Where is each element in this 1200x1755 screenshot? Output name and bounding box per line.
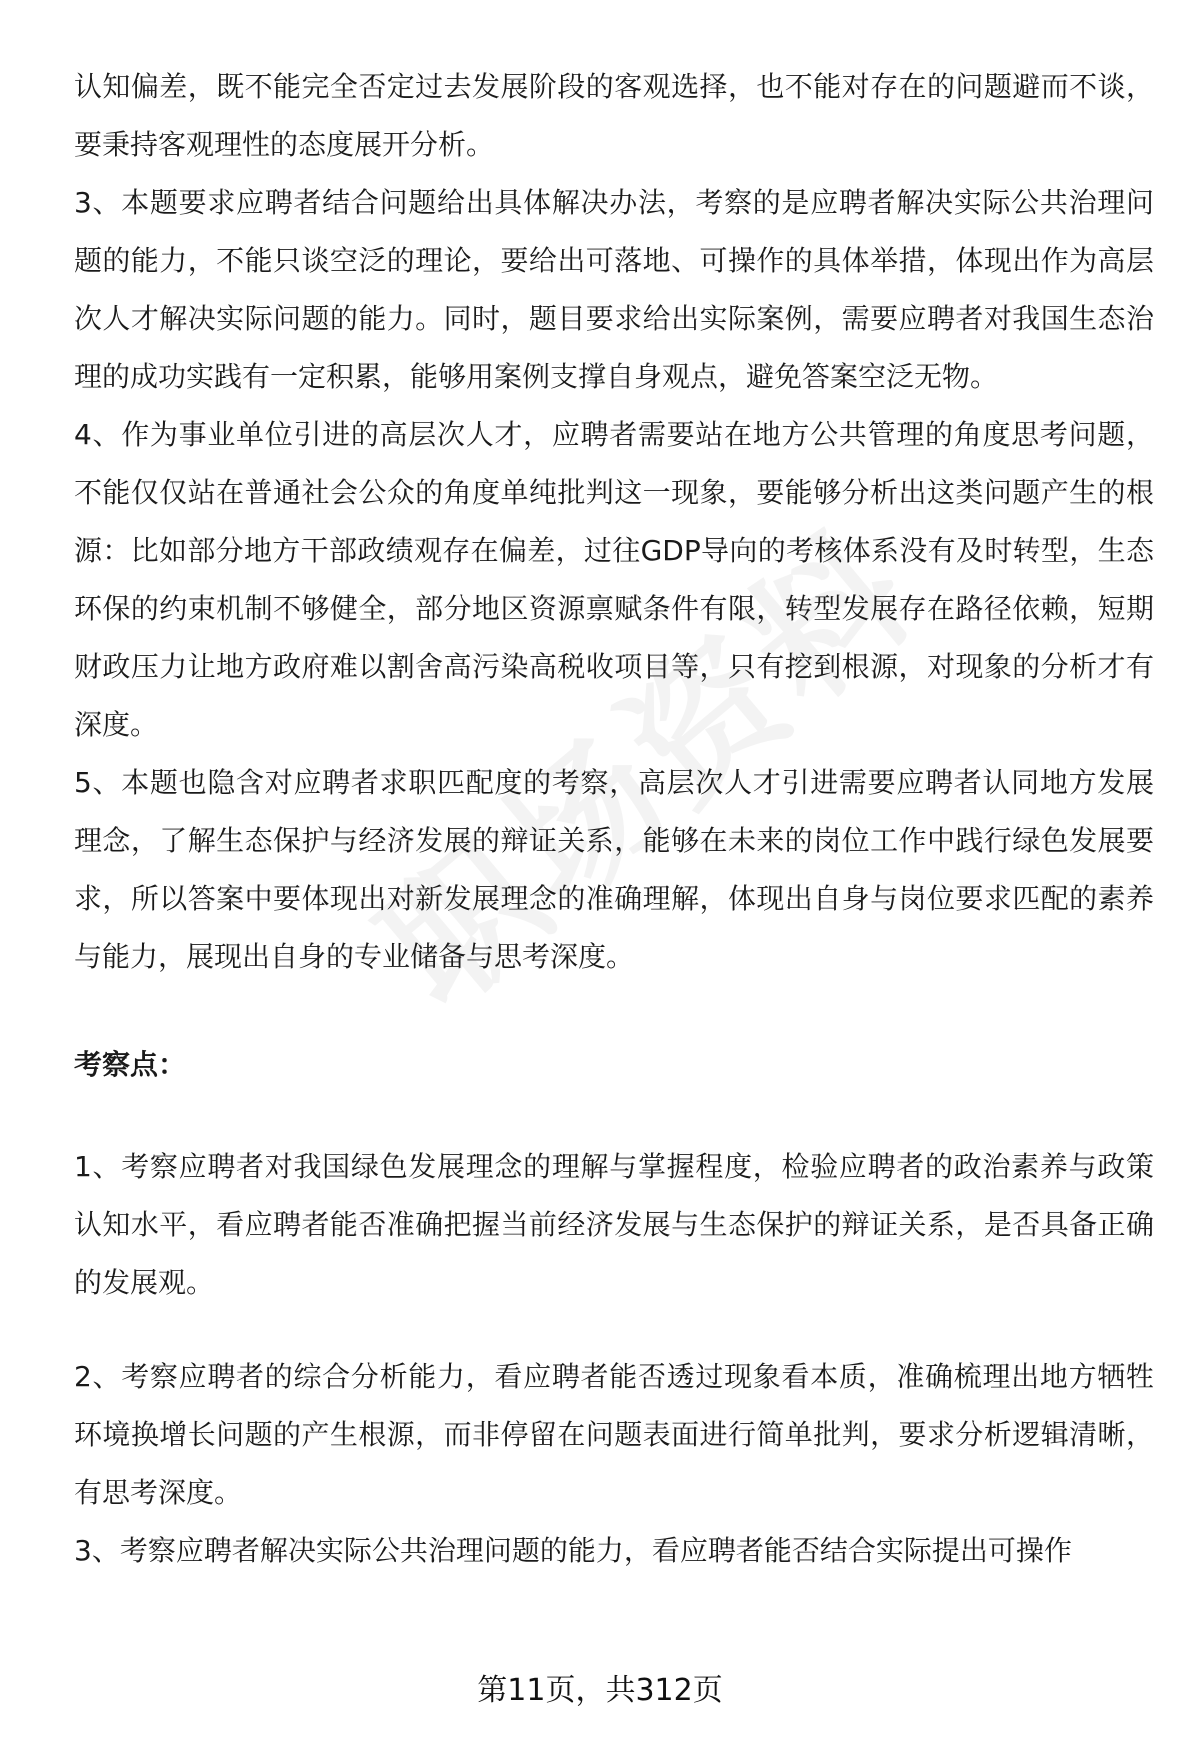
analysis-item-5: 5、本题也隐含对应聘者求职匹配度的考察，高层次人才引进需要应聘者认同地方发展理念，了解生态保护与经济发展的辩证关系，能够在未来的岗位工作中践行绿色发展要求，所以答案中要体现出对新发展理念的准确理解，体现出自身与岗位要求匹配的素养与能力，展现出自身的专业储备与思考深度。	[74, 766, 1154, 973]
analysis-item-4: 4、作为事业单位引进的高层次人才，应聘者需要站在地方公共管理的角度思考问题，不能仅仅站在普通社会公众的角度单纯批判这一现象，要能够分析出这类问题产生的根源：比如部分地方干部政绩观存在偏差，过往GDP导向的考核体系没有及时转型，生态环保的约束机制不够健全，部分地区资源禀赋条件有限，转型发展存在路径依赖，短期财政压力让地方政府难以割舍高污染高税收项目等，只有挖到根源，对现象的分析才有深度。	[74, 418, 1154, 741]
document-body	[74, 58, 1154, 1580]
point-1: 1、考察应聘者对我国绿色发展理念的理解与掌握程度，检验应聘者的政治素养与政策认知水平，看应聘者能否准确把握当前经济发展与生态保护的辩证关系，是否具备正确的发展观。	[74, 1150, 1154, 1299]
point-3: 3、考察应聘者解决实际公共治理问题的能力，看应聘者能否结合实际提出可操作	[74, 1534, 1072, 1567]
intro-continuation: 认知偏差，既不能完全否定过去发展阶段的客观选择，也不能对存在的问题避而不谈，要秉持客观理性的态度展开分析。	[74, 70, 1154, 161]
point-2: 2、考察应聘者的综合分析能力，看应聘者能否透过现象看本质，准确梳理出地方牺牲环境换增长问题的产生根源，而非停留在问题表面进行简单批判，要求分析逻辑清晰，有思考深度。	[74, 1360, 1154, 1509]
page-number-footer: 第11页，共312页	[477, 1673, 723, 1708]
analysis-item-3: 3、本题要求应聘者结合问题给出具体解决办法，考察的是应聘者解决实际公共治理问题的能力，不能只谈空泛的理论，要给出可落地、可操作的具体举措，体现出作为高层次人才解决实际问题的能力。同时，题目要求给出实际案例，需要应聘者对我国生态治理的成功实践有一定积累，能够用案例支撑自身观点，避免答案空泛无物。	[74, 186, 1154, 393]
section-heading: 考察点：	[74, 1048, 187, 1081]
